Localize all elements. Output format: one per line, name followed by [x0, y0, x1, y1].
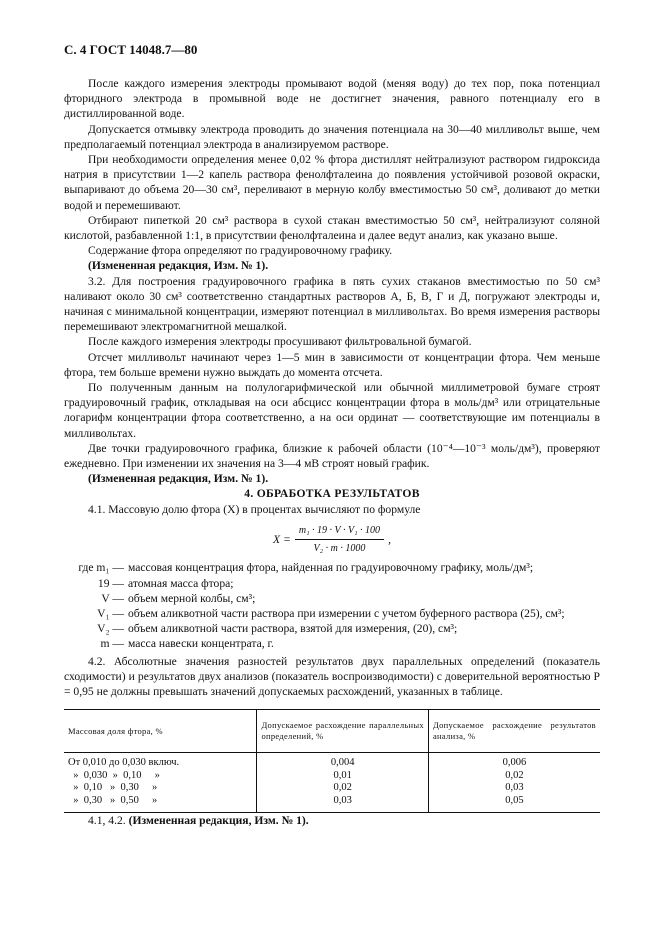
definition-symbol: где m₁ —: [78, 561, 124, 575]
table-cell: » 0,10 » 0,30 »: [68, 782, 158, 794]
paragraph: По полученным данным на полулогарифмической или обычной миллиметровой бумаге строят градуировочный график, откладывая на оси абсцисс концентрации фтора в моль/дм³ или отрицательные логарифм концентрации фтора соответственно, а на оси ординат — соответствующие им потенциалы в милливольтах.: [64, 381, 600, 440]
table-cell: От 0,010 до 0,030 включ.: [68, 757, 180, 769]
paragraph: Отсчет милливольт начинают через 1—5 мин в зависимости от концентрации фтора. Чем меньше фтора, тем больше времени нужно выждать до момента отсчета.: [64, 350, 600, 379]
footer-amendment: (Измененная редакция, Изм. № 1).: [128, 814, 309, 828]
paragraph: Допускается отмывку электрода проводить до значения потенциала на 30—40 милливольт выше, чем предполагаемый потенциал электрода в анализируемом растворе.: [64, 122, 600, 151]
footer-prefix: 4.1, 4.2.: [88, 814, 126, 828]
paragraph: 4.2. Абсолютные значения разностей результатов двух параллельных определений (показатель сходимости) и результатов двух анализов (показатель воспроизводимости) с доверительной вероятностью P = 0,95 не должны превышать значений допускаемых расхождений, указанных в таблице.: [64, 654, 600, 698]
table-cell: 0,03: [428, 782, 600, 795]
definition-row: [64, 591, 600, 606]
definition-symbol: V —: [101, 591, 124, 605]
table-cell: » 0,030 » 0,10 »: [68, 769, 160, 781]
table-cell: 0,02: [257, 782, 429, 795]
formula-tail: ,: [388, 532, 391, 546]
table-row: [64, 782, 600, 795]
table-cell: » 0,30 » 0,50 »: [64, 795, 257, 813]
table-cell: 0,05: [428, 795, 600, 813]
definition-symbol: V₂ —: [97, 622, 124, 636]
paragraph: 3.2. Для построения градуировочного графика в пять сухих стаканов вместимостью по 50 см³ наливают около 30 см³ соответственно стандартных растворов А, Б, В, Г и Д, погружают электроды и, начиная с минимальной концентрации, измеряют потенциал в милливольтах. Во время измерения растворы перемешивают электромагнитной мешалкой.: [64, 274, 600, 334]
paragraph: После каждого измерения электроды промывают водой (меняя воду) до тех пор, пока потенциал фторидного электрода в промывной воде не достигнет значения, равного потенциалу его в дистиллированной воде.: [64, 77, 600, 121]
definitions-list: [64, 560, 600, 651]
table-cell: 0,004: [257, 753, 429, 770]
amendment-note: (Измененная редакция, Изм. № 1).: [88, 259, 269, 273]
table-row: [64, 753, 600, 770]
page-header: С. 4 ГОСТ 14048.7—80: [64, 42, 198, 57]
amendment-note: (Измененная редакция, Изм. № 1).: [88, 472, 269, 486]
paragraph: Две точки градуировочного графика, близкие к рабочей области (10⁻⁴—10⁻³ моль/дм³), проверяют ежедневно. При изменении их значения на 3—4 мВ строят новый график.: [64, 441, 600, 471]
table-header-cell: Допускаемое расхождение параллельных определений, %: [257, 710, 429, 753]
paragraph: При необходимости определения менее 0,02 % фтора дистиллят нейтрализуют раствором гидроксида натрия в присутствии 1—2 капель раствора фенолфталеина до появления устойчивой розовой окраски, выпаривают до объема 20—30 см³, переливают в мерную колбу вместимостью 50 см³, доливают до метки водой и перемешивают.: [64, 153, 600, 212]
definition-row: [64, 560, 600, 575]
definition-text: объем аликвотной части раствора при измерении с учетом буферного раствора (25), см³;: [128, 606, 565, 620]
definition-row: [64, 636, 600, 651]
definition-text: объем мерной колбы, см³;: [128, 591, 256, 605]
table-cell: 0,03: [257, 795, 429, 813]
tolerance-table: [64, 709, 600, 813]
table-row: [64, 770, 600, 783]
formula-fraction: [295, 523, 384, 556]
definition-text: объем аликвотной части раствора, взятой для измерения, (20), см³;: [128, 622, 458, 636]
definition-symbol: V₁ —: [97, 606, 124, 620]
paragraph: 4.1. Массовую долю фтора (X) в процентах вычисляют по формуле: [88, 502, 421, 516]
definition-row: [64, 576, 600, 591]
formula-denominator: V₂ · m · 1000: [313, 543, 366, 555]
definition-text: массовая концентрация фтора, найденная по градуировочному графику, моль/дм³;: [128, 561, 534, 575]
definition-symbol: 19 —: [97, 576, 124, 590]
document-body: [64, 76, 600, 828]
formula-lhs: X =: [273, 532, 291, 546]
table-header-cell: Допускаемое расхождение результатов анализа, %: [428, 710, 600, 753]
table-cell: 0,02: [428, 770, 600, 783]
formula-numerator: m₁ · 19 · V · V₁ · 100: [295, 523, 384, 540]
paragraph: Отбирают пипеткой 20 см³ раствора в сухой стакан вместимостью 50 см³, нейтрализуют соляной кислотой, разбавленной 1:1, в присутствии фенолфталеина и далее ведут анализ, как указано выше.: [64, 213, 600, 243]
paragraph: Содержание фтора определяют по градуировочному графику.: [88, 244, 393, 258]
definition-row: [64, 606, 600, 621]
formula: [64, 523, 600, 556]
table-cell: 0,01: [257, 770, 429, 783]
definition-text: атомная масса фтора;: [128, 576, 234, 590]
paragraph: После каждого измерения электроды просушивают фильтровальной бумагой.: [88, 335, 472, 349]
footer-note: [64, 813, 600, 828]
definition-row: [64, 621, 600, 636]
table-cell: 0,006: [428, 753, 600, 770]
definition-text: масса навески концентрата, г.: [128, 637, 274, 651]
table-row: [64, 795, 600, 813]
table-header-cell: Массовая доля фтора, %: [64, 710, 257, 753]
section-title: 4. ОБРАБОТКА РЕЗУЛЬТАТОВ: [244, 487, 420, 501]
table-header-row: [64, 710, 600, 753]
definition-symbol: m —: [100, 637, 124, 651]
